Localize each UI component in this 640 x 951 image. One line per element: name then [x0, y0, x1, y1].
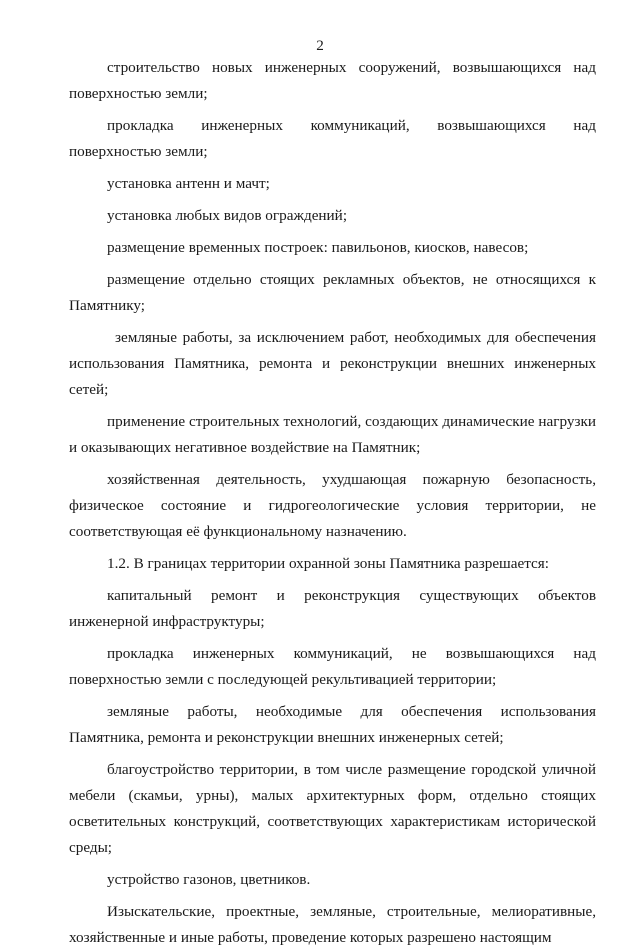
paragraph: размещение временных построек: павильонов, киосков, навесов; — [107, 239, 529, 256]
section-heading: 1.2. В границах территории охранной зоны Памятника разрешается: — [107, 555, 550, 572]
paragraph: земляные работы, необходимые для обеспечения использования Памятника, ремонта и реконструкции внешних инженерных сетей; — [69, 703, 596, 746]
paragraph: устройство газонов, цветников. — [107, 871, 311, 888]
paragraph: размещение отдельно стоящих рекламных объектов, не относящихся к Памятнику; — [69, 271, 596, 314]
paragraph: установка любых видов ограждений; — [107, 207, 348, 224]
paragraph: земляные работы, за исключением работ, необходимых для обеспечения использования Памятника, ремонта и реконструкции внешних инженерных сетей; — [69, 329, 596, 398]
paragraph: прокладка инженерных коммуникаций, возвышающихся над поверхностью земли; — [69, 117, 596, 160]
paragraph: хозяйственная деятельность, ухудшающая пожарную безопасность, физическое состояние и гидрогеологические условия территории, не соответствующая её функциональному назначению. — [69, 471, 596, 540]
paragraph: установка антенн и мачт; — [107, 175, 270, 192]
paragraph: применение строительных технологий, создающих динамические нагрузки и оказывающих негативное воздействие на Памятник; — [69, 413, 596, 456]
paragraph: строительство новых инженерных сооружений, возвышающихся над поверхностью земли; — [69, 59, 596, 102]
page-number: 2 — [316, 37, 324, 54]
paragraph: благоустройство территории, в том числе размещение городской уличной мебели (скамьи, урны), малых архитектурных форм, отдельно стоящих осветительных конструкций, соответствующих характеристикам исторической среды; — [69, 761, 596, 856]
document-body — [69, 55, 596, 951]
paragraph: капитальный ремонт и реконструкция существующих объектов инженерной инфраструктуры; — [69, 587, 596, 630]
paragraph: прокладка инженерных коммуникаций, не возвышающихся над поверхностью земли с последующей рекультивацией территории; — [69, 645, 596, 688]
paragraph: Изыскательские, проектные, земляные, строительные, мелиоративные, хозяйственные и иные работы, проведение которых разрешено настоящим — [69, 903, 596, 946]
